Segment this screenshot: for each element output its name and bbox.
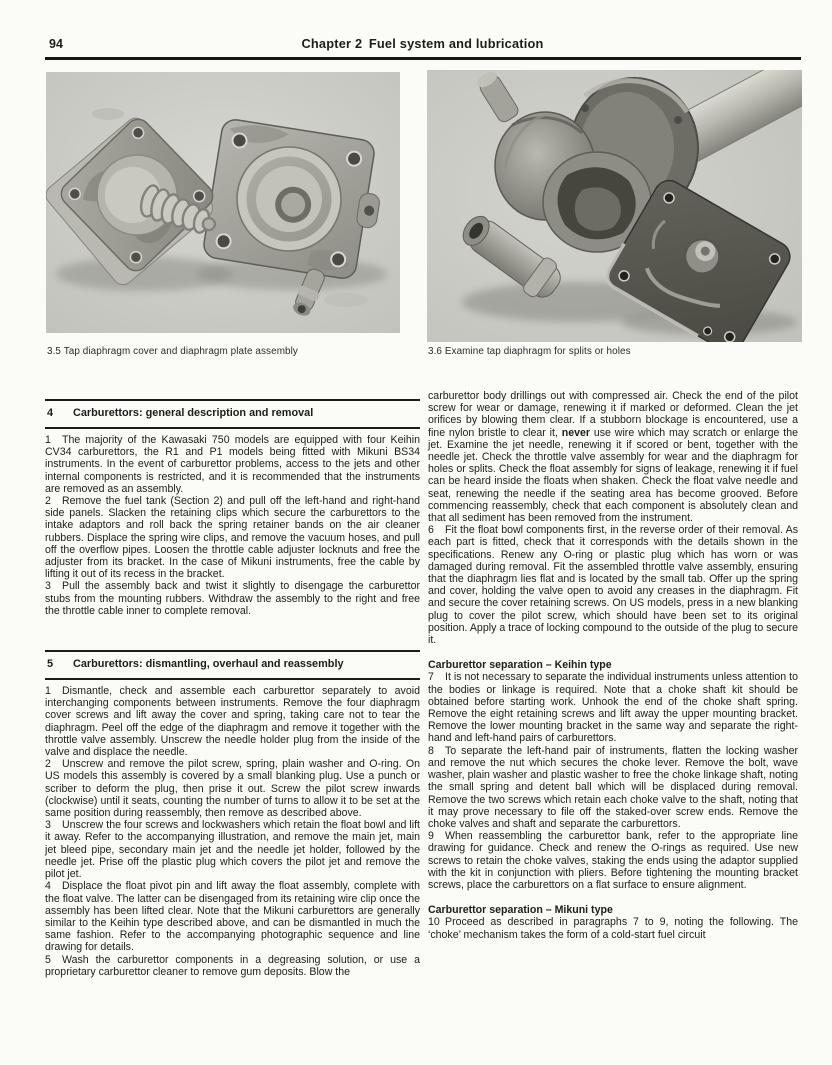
paragraph-number: 1 [45, 434, 51, 446]
paragraph-number: 2 [45, 758, 51, 771]
subheading-keihin: Carburettor separation – Keihin type [428, 659, 612, 672]
section-5-paragraph-3 [45, 819, 420, 880]
section-5-paragraph-1 [45, 685, 420, 758]
photo-3-5-image [46, 72, 400, 333]
paragraph-number: 1 [45, 685, 51, 698]
paragraph-text: Wash the carburettor components in a degreasing solution, or use a proprietary carburettor cleaner to remove gum deposits. Blow the [45, 953, 420, 978]
paragraph-text: Remove the fuel tank (Section 2) and pull off the left-hand and right-hand side panels. Slacken the retaining clips which secure the carburettors to the intake adaptors and roll back the spring retainer bands on the air cleaner rubbers. Displace the spring wire clips, and remove the vacuum hoses, and pull off the overflow pipes. Loosen the throttle cable adjuster locknuts and free the adjuster from its bracket. In the case of Mikuni instruments, free the cable by lifting it out of its recess in the bracket. [45, 495, 420, 581]
paragraph-text: Proceed as described in paragraphs 7 to 9, noting the following. The ‘choke’ mechanism takes the form of a cold-start fuel circuit [428, 916, 798, 941]
paragraph-number: 3 [45, 819, 51, 832]
section-5-number: 5 [47, 658, 54, 671]
section-4-heading [45, 399, 420, 429]
subheading-mikuni: Carburettor separation – Mikuni type [428, 904, 613, 917]
paragraph-number: 5 [45, 953, 51, 966]
section-4-title: Carburettors: general description and removal [73, 407, 314, 419]
section-5-paragraph-7 [428, 671, 798, 744]
section-5-paragraph-5 [45, 954, 420, 978]
paragraph-text: carburettor body drillings out with compressed air. Check the end of the pilot screw for wear or damage, renewing it if marked or deformed. Clean the jet orifices by blowing them clear. If a stubborn blockage is encountered, use a fine nylon bristle to clear it, [428, 390, 798, 439]
paragraph-number: 6 [428, 524, 434, 537]
page-header [45, 36, 800, 54]
paragraph-text: To separate the left-hand pair of instruments, flatten the locking washer and remove the nut which secures the choke lever. Remove the bolt, wave washer, plain washer and plastic washer to free the choke linkage shaft, noting the small spring and detent ball which will be displaced during removal. Remove the two screws which retain each choke valve to the shaft, noting that it may prove necessary to file off the staked-over screw ends. Remove the choke valves and shaft and separate the carburettors. [428, 744, 798, 830]
page-number: 94 [49, 37, 63, 51]
section-4-number: 4 [47, 407, 54, 419]
header-rule [45, 57, 801, 60]
section-5-heading [45, 650, 420, 680]
section-5-title: Carburettors: dismantling, overhaul and reassembly [73, 658, 344, 671]
paragraph-text: Pull the assembly back and twist it slightly to disengage the carburettor stubs from the mounting rubbers. Withdraw the assembly to the right and free the throttle cable inner to complete removal. [45, 580, 420, 617]
photo-3-6-image [427, 70, 802, 342]
section-4-paragraph-3 [45, 580, 420, 617]
left-column [45, 399, 420, 978]
paragraph-number: 8 [428, 744, 434, 757]
paragraph-text: Unscrew the four screws and lockwashers which retain the float bowl and lift it away. Refer to the accompanying illustration, and remove the main jet, main jet bleed pipe, secondary main jet and the needle jet holder, followed by the needle jet. Prise off the plastic plug which covers the pilot jet and remove the pilot jet. [45, 819, 420, 881]
paragraph-text: use wire which may scratch or enlarge the jet. Examine the jet needle, renewing it if scored or bent, together with the needle jet. Check the throttle valve assembly for wear and the diaphragm for holes or splits. Check the float assembly for signs of leakage, renewing it if fuel can be heard inside the floats when shaken. Check the float valve needle and seat, renewing the needle if the seating area has become grooved. Before commencing reassembly, check that each component is absolutely clean and that all sediment has been removed from the instrument. [428, 426, 798, 525]
section-5-paragraph-9 [428, 830, 798, 891]
paragraph-text: The majority of the Kawasaki 750 models are equipped with four Keihin CV34 carburettors, the R1 and P1 models being fitted with Mikuni BS34 instruments. In the event of carburettor problems, access to the jets and other internal components is restricted, and it is recommended that the instruments are removed as an assembly. [45, 434, 420, 495]
paragraph-text: Unscrew and remove the pilot screw, spring, plain washer and O-ring. On US models this assembly is covered by a small blanking plug. Use a punch or scriber to deform the plug, then prise it out. Screw the pilot screw inwards (clockwise) until it seats, counting the number of turns to allow it to be set at the same position during reassembly, then remove as described above. [45, 758, 420, 820]
bold-word: never [561, 426, 591, 439]
photo-3-5 [46, 72, 400, 333]
section-4-paragraph-2 [45, 495, 420, 580]
paragraph-text: Fit the float bowl components first, in the reverse order of their removal. As each part is fitted, check that it corresponds with the details shown in the specifications. Renew any O-ring or plastic plug which has worn or was damaged during removal. Fit the assembled throttle valve assembly, ensuring that the diaphragm lies flat and is located by the small tab. Offer up the spring and cover, holding the valve open to avoid any creases in the diaphragm. Fit and secure the cover retaining screws. On US models, press in a new blanking plug to cover the pilot screw, which should have been set to its original position. Apply a trace of locking compound to the outside of the plug to secure it. [428, 524, 798, 647]
paragraph-text: Displace the float pivot pin and lift away the float assembly, complete with the float valve. The latter can be disengaged from its retaining wire clip once the assembly has been lifted clear. Note that the Mikuni carburettors are generally similar to the Keihin type described above, and can be dismantled in much the same fashion. Refer to the accompanying photographic sequence and line drawing for details. [45, 880, 420, 954]
paragraph-number: 9 [428, 830, 434, 843]
text-columns [45, 388, 798, 978]
paragraph-number: 3 [45, 580, 51, 593]
paragraph-number: 10 [428, 916, 440, 929]
paragraph-text: It is not necessary to separate the individual instruments unless attention to the bodies or linkage is required. Note that a choke shaft kit should be obtained before starting work. Unhook the end of the choke shaft spring. Remove the eight retaining screws and lift away the upper mounting bracket. Remove the lower mounting bracket in the same way and separate the right-hand and left-hand pairs of carburettors. [428, 671, 798, 745]
photo-3-5-caption: 3.5 Tap diaphragm cover and diaphragm plate assembly [47, 346, 298, 357]
chapter-title: Chapter 2 Fuel system and lubrication [301, 36, 544, 51]
paragraph-number: 7 [428, 671, 434, 684]
section-5-paragraph-6 [428, 524, 798, 646]
paragraph-text: Dismantle, check and assemble each carburettor separately to avoid interchanging components between instruments. Remove the four diaphragm cover screws and lift away the cover and spring, taking care not to tear the diaphragm. Peel off the edge of the diaphragm and remove it together with the throttle valve assembly. Unscrew the needle holder plug from the inside of the valve and displace the needle. [45, 685, 420, 759]
section-5-paragraph-2 [45, 758, 420, 819]
paragraph-number: 4 [45, 880, 51, 893]
paragraph-number: 2 [45, 495, 51, 508]
section-5-paragraph-10 [428, 916, 798, 940]
section-5-paragraph-4 [45, 880, 420, 953]
paragraph-5-continuation [428, 390, 798, 524]
section-5-paragraph-8 [428, 745, 798, 830]
paragraph-text: When reassembling the carburettor bank, refer to the appropriate line drawing for guidance. Check and renew the O-rings as required. Use new screws to retain the choke valves, staking the ends using the adaptor supplied with the kit in conjunction with pliers. Before tightening the mounting bracket screws, place the carburettors on a flat surface to ensure alignment. [428, 830, 798, 891]
photo-3-6 [427, 70, 802, 342]
photo-3-6-caption: 3.6 Examine tap diaphragm for splits or holes [428, 346, 631, 357]
section-4-paragraph-1 [45, 434, 420, 495]
right-column [428, 390, 798, 978]
